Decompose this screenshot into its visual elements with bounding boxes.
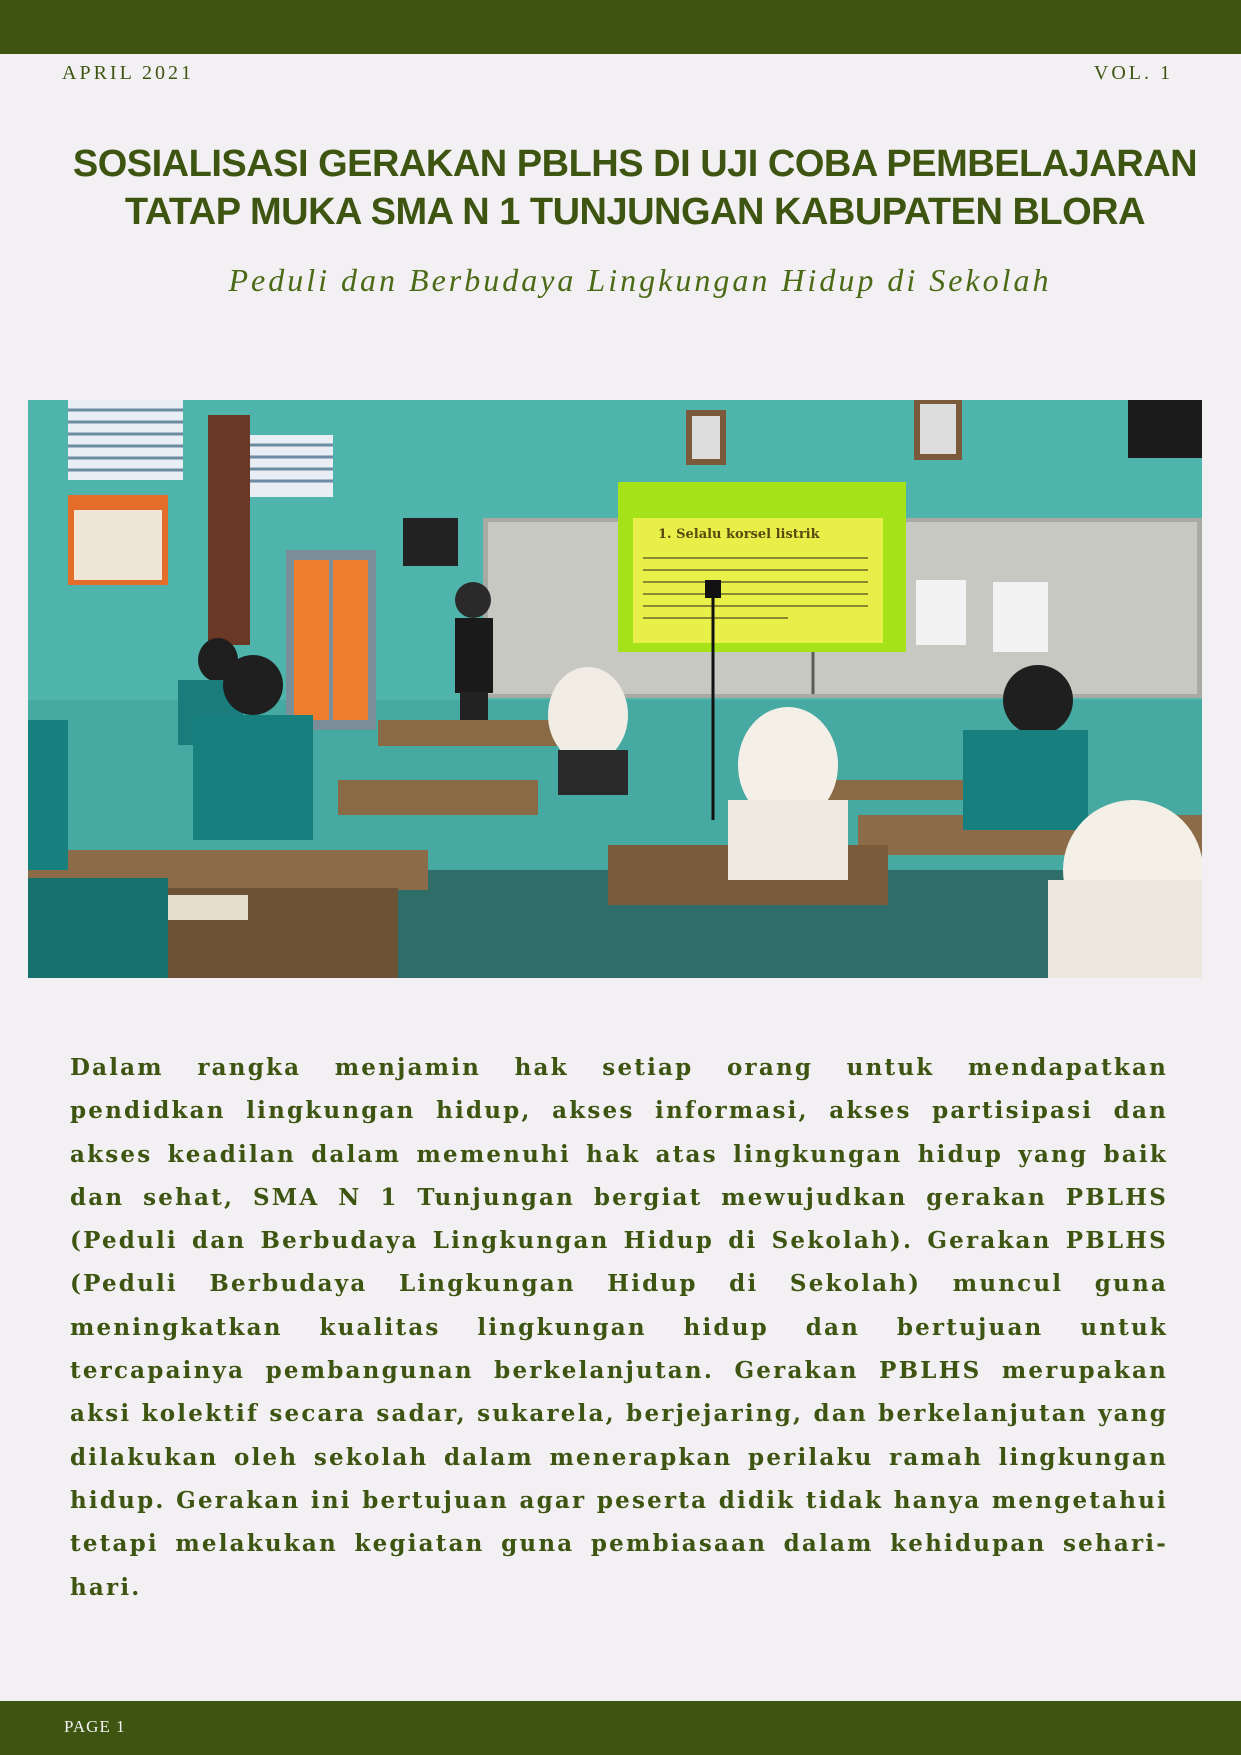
issue-date: APRIL 2021 [62,62,195,84]
top-banner [0,0,1241,54]
classroom-photo [28,400,1202,978]
article-subtitle: Peduli dan Berbudaya Lingkungan Hidup di Sekolah [228,262,1052,298]
page-number: PAGE 1 [64,1717,126,1736]
article-title: SOSIALISASI GERAKAN PBLHS DI UJI COBA PEMBELAJARAN TATAP MUKA SMA N 1 TUNJUNGAN KABUPATEN BLORA [72,143,1198,233]
slide-heading: 1. Selalu korsel listrik [658,527,820,542]
footer-bar [0,1701,1241,1755]
issue-volume: VOL. 1 [1093,62,1173,84]
article-body: Dalam rangka menjamin hak setiap orang untuk mendapatkan pendidkan lingkungan hidup, akses informasi, akses partisipasi dan akses keadilan dalam memenuhi hak atas lingkungan hidup yang baik dan sehat, SMA N 1 Tunjungan bergiat mewujudkan gerakan PBLHS (Peduli dan Berbudaya Lingkungan Hidup di Sekolah). Gerakan PBLHS (Peduli Berbudaya Lingkungan Hidup di Sekolah) muncul guna meningkatkan kualitas lingkungan hidup dan bertujuan untuk tercapainya pembangunan berkelanjutan. Gerakan PBLHS merupakan aksi kolektif secara sadar, sukarela, berjejaring, dan berkelanjutan yang dilakukan oleh sekolah dalam menerapkan perilaku ramah lingkungan hidup. Gerakan ini bertujuan agar peserta didik tidak hanya mengetahui tetapi melakukan kegiatan guna pembiasaan dalam kehidupan sehari-hari. [70,1054,1168,1601]
